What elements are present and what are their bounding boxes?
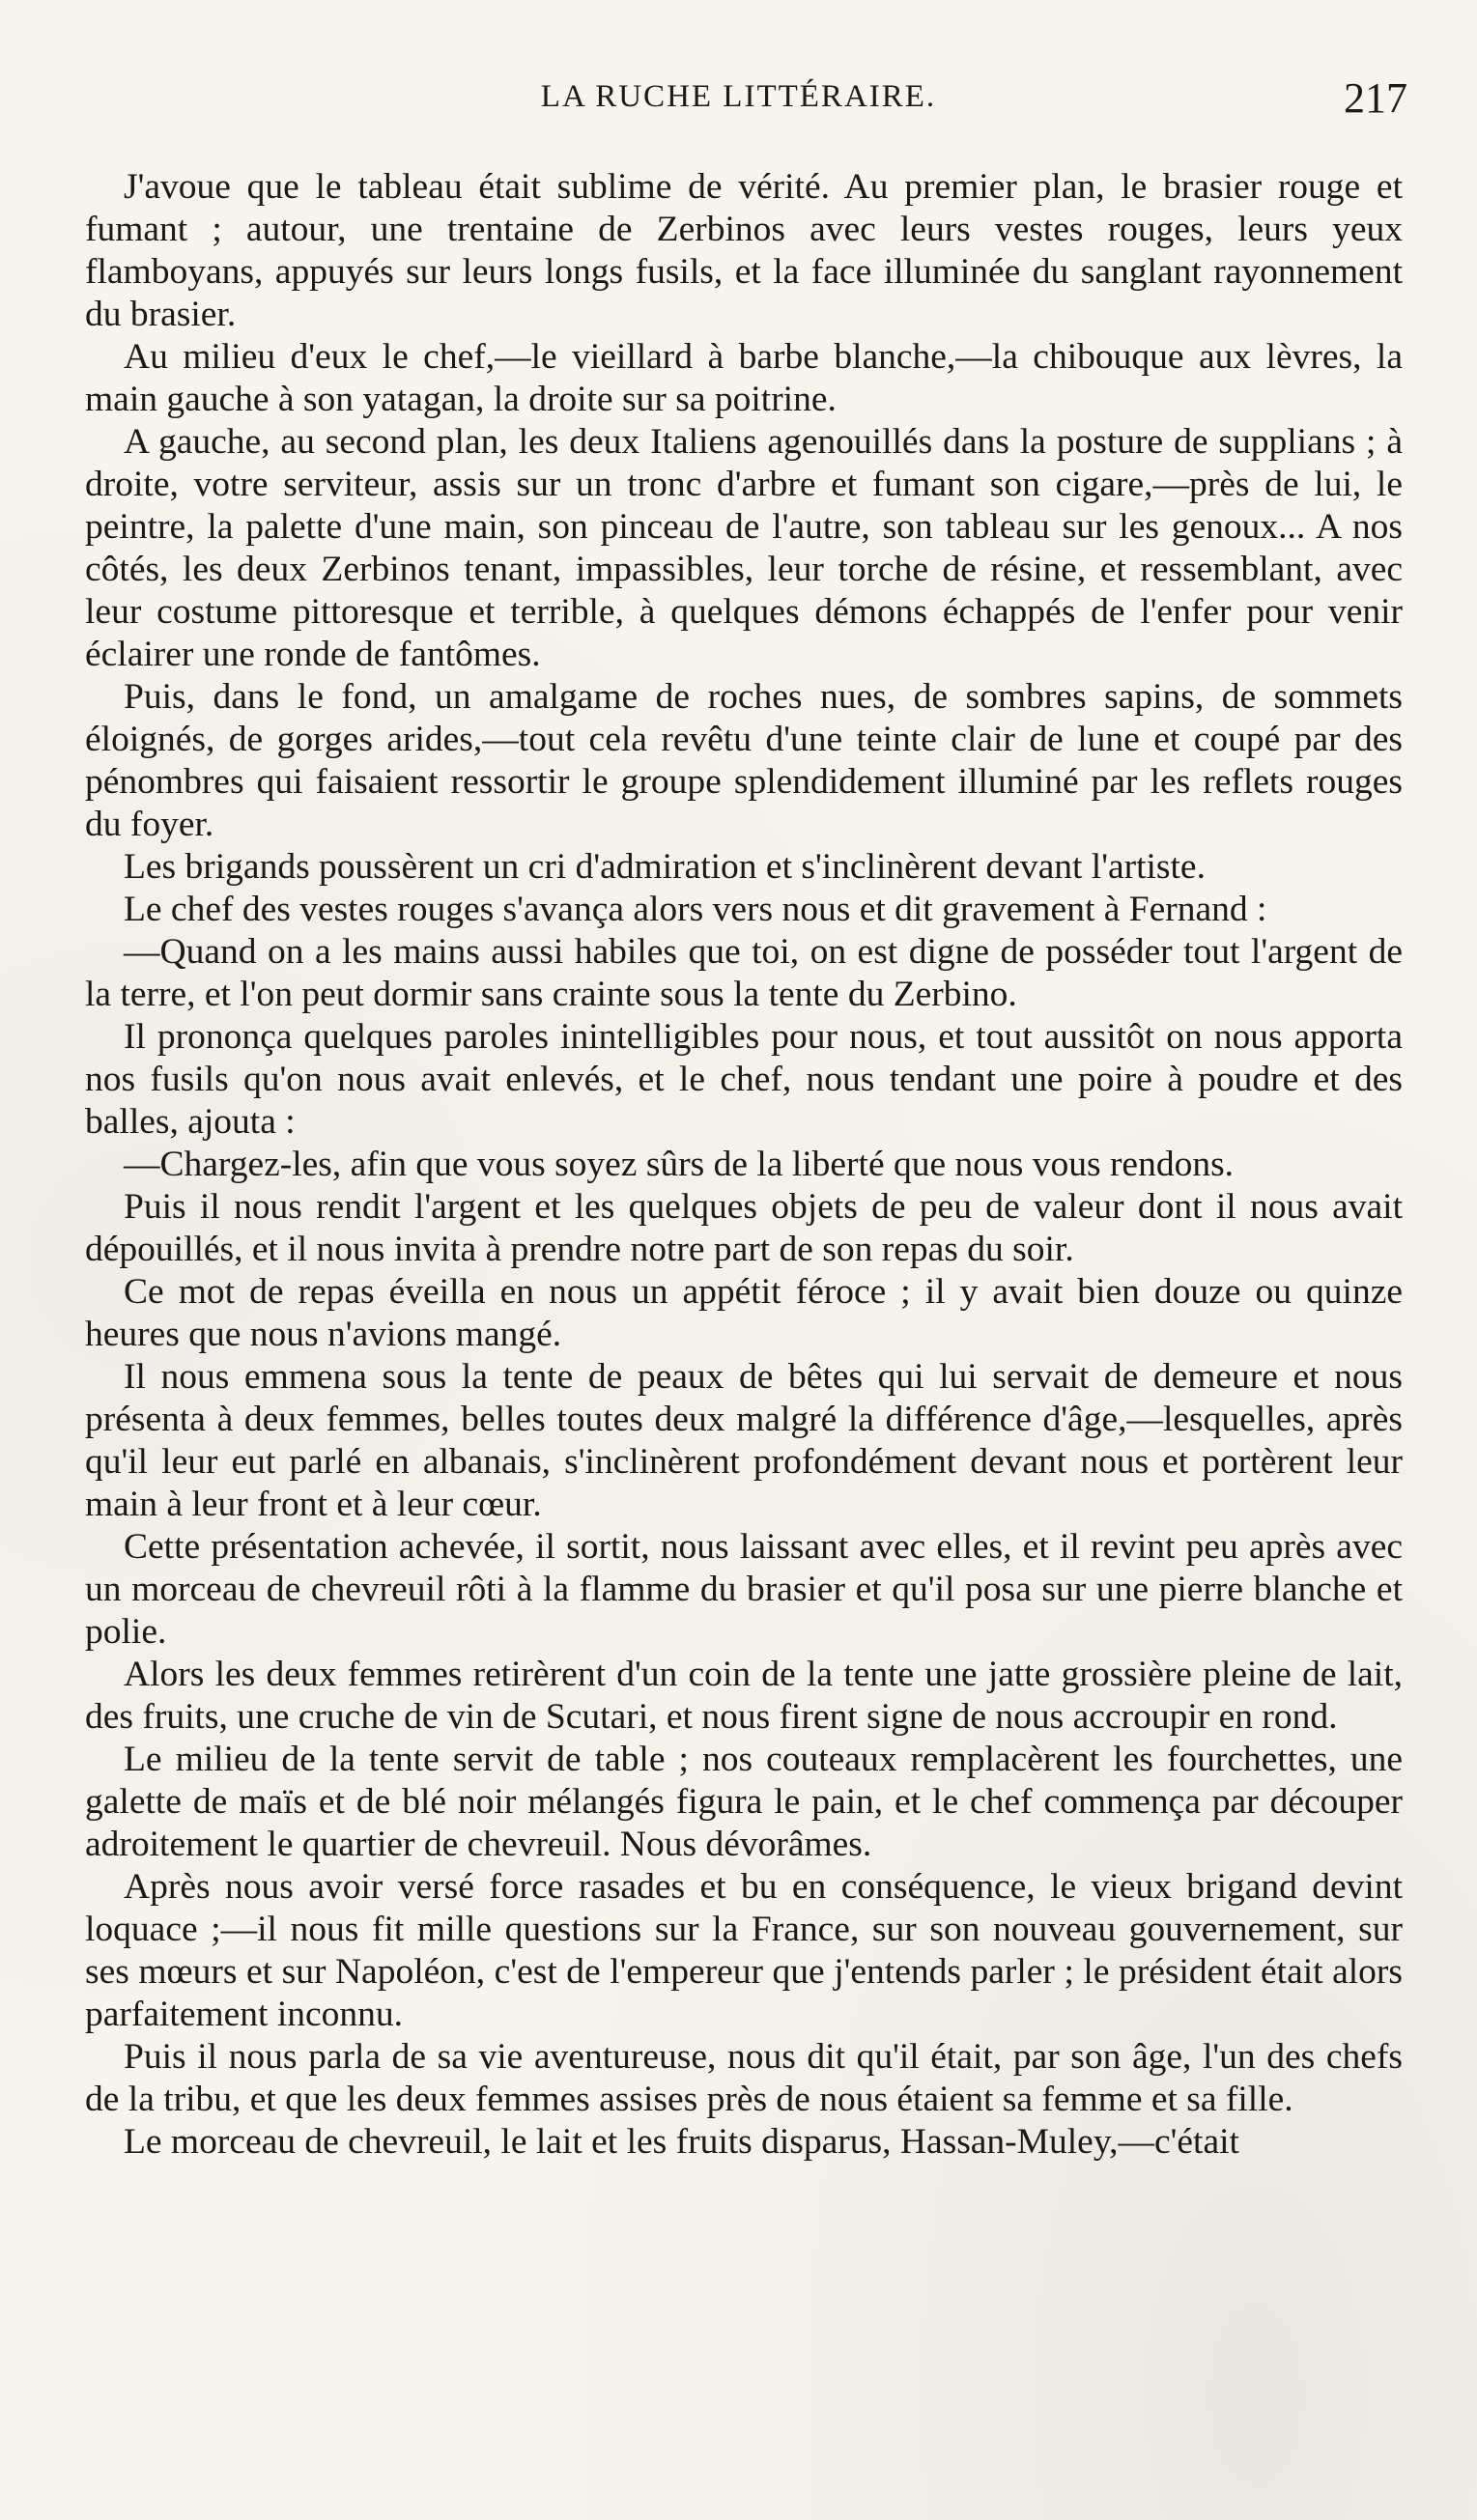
paragraph: Au milieu d'eux le chef,—le vieillard à barbe blanche,—la chibouque aux lèvres, la main gauche à son yatagan, la droite sur sa poitrine. (85, 337, 1403, 419)
paragraph: Il nous emmena sous la tente de peaux de bêtes qui lui servait de demeure et nous présenta à deux femmes, belles toutes deux malgré la différence d'âge,—lesquelles, après qu'il leur eut parlé en albanais, s'inclinèrent profondément devant nous et portèrent leur main à leur front et à leur cœur. (85, 1357, 1403, 1524)
paragraph: Le chef des vestes rouges s'avança alors vers nous et dit gravement à Fernand : (124, 890, 1267, 929)
paragraph: A gauche, au second plan, les deux Italiens agenouillés dans la posture de supplians ; à droite, votre serviteur, assis sur un tronc d'arbre et fumant son cigare,—près de lui, le peintre, la palette d'une main, son pinceau de l'autre, son tableau sur les genoux... A nos côtés, les deux Zerbinos tenant, impassibles, leur torche de résine, et ressemblant, avec leur costume pittoresque et terrible, à quelques démons échappés de l'enfer pour venir éclairer une ronde de fantômes. (85, 422, 1403, 674)
page-header (0, 74, 1477, 137)
running-title: LA RUCHE LITTÉRAIRE. (540, 79, 937, 114)
paragraph: Après nous avoir versé force rasades et bu en conséquence, le vieux brigand devint loquace ;—il nous fit mille questions sur la France, sur son nouveau gouvernement, sur ses mœurs et sur Napoléon, c'est de l'empereur que j'entends parler ; le président était alors parfaitement inconnu. (85, 1867, 1403, 2034)
paragraph: J'avoue que le tableau était sublime de vérité. Au premier plan, le brasier rouge et fumant ; autour, une trentaine de Zerbinos avec leurs vestes rouges, leurs yeux flamboyans, appuyés sur leurs longs fusils, et la face illuminée du sanglant rayonnement du brasier. (85, 167, 1403, 334)
paragraph: —Quand on a les mains aussi habiles que toi, on est digne de posséder tout l'argent de la terre, et l'on peut dormir sans crainte sous la tente du Zerbino. (85, 932, 1403, 1014)
paragraph: Puis, dans le fond, un amalgame de roches nues, de sombres sapins, de sommets éloignés, de gorges arides,—tout cela revêtu d'une teinte clair de lune et coupé par des pénombres qui faisaient ressortir le groupe splendidement illuminé par les reflets rouges du foyer. (85, 677, 1403, 844)
paragraph: Cette présentation achevée, il sortit, nous laissant avec elles, et il revint peu après avec un morceau de chevreuil rôti à la flamme du brasier et qu'il posa sur une pierre blanche et polie. (85, 1527, 1403, 1652)
body-text (85, 166, 1403, 2164)
paragraph: Le milieu de la tente servit de table ; nos couteaux remplacèrent les fourchettes, une galette de maïs et de blé noir mélangés figura le pain, et le chef commença par découper adroitement le quartier de chevreuil. Nous dévorâmes. (85, 1740, 1403, 1864)
paragraph: Puis il nous parla de sa vie aventureuse, nous dit qu'il était, par son âge, l'un des chefs de la tribu, et que les deux femmes assises près de nous étaient sa femme et sa fille. (85, 2037, 1403, 2119)
paragraph: Le morceau de chevreuil, le lait et les fruits disparus, Hassan-Muley,—c'était (124, 2122, 1239, 2162)
paragraph: Alors les deux femmes retirèrent d'un coin de la tente une jatte grossière pleine de lait, des fruits, une cruche de vin de Scutari, et nous firent signe de nous accroupir en rond. (85, 1655, 1403, 1737)
paragraph: —Chargez-les, afin que vous soyez sûrs de la liberté que nous vous rendons. (124, 1145, 1235, 1184)
paragraph: Puis il nous rendit l'argent et les quelques objets de peu de valeur dont il nous avait dépouillés, et il nous invita à prendre notre part de son repas du soir. (85, 1187, 1403, 1269)
paragraph: Les brigands poussèrent un cri d'admiration et s'inclinèrent devant l'artiste. (124, 847, 1206, 887)
paragraph: Il prononça quelques paroles inintelligibles pour nous, et tout aussitôt on nous apporta nos fusils qu'on nous avait enlevés, et le chef, nous tendant une poire à poudre et des balles, ajouta : (85, 1017, 1403, 1142)
paragraph: Ce mot de repas éveilla en nous un appétit féroce ; il y avait bien douze ou quinze heures que nous n'avions mangé. (85, 1272, 1403, 1354)
page-number: 217 (1344, 74, 1407, 122)
